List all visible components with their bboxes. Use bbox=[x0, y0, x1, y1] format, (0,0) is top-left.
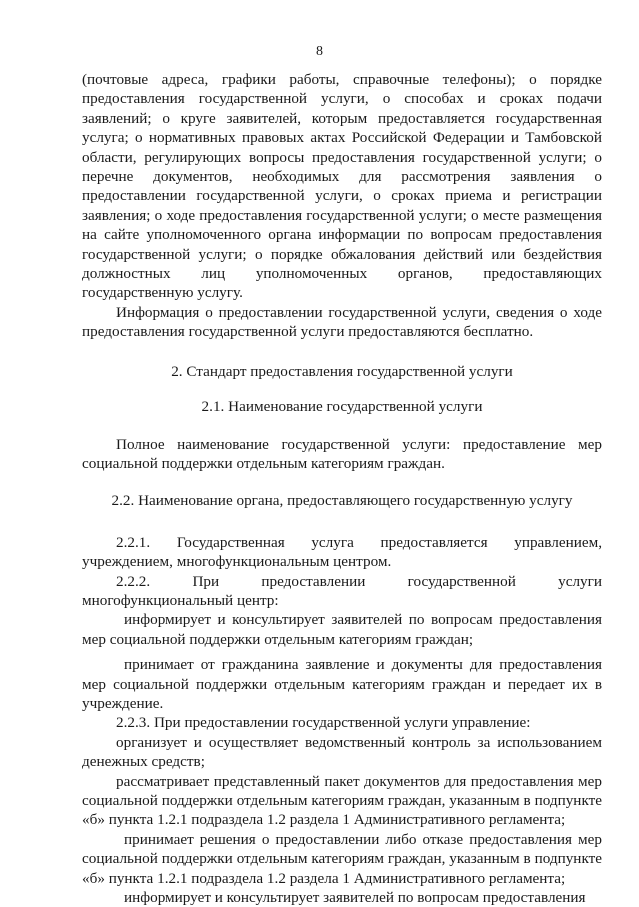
paragraph: принимает решения о предоставлении либо отказе предоставления мер социальной поддержки отдельным категориям граждан, указанным в подпункте «б» пункта 1.2.1 подраздела 1.2 раздела 1 Административного регламента; bbox=[82, 830, 602, 887]
document-body bbox=[82, 70, 602, 907]
paragraph: принимает от гражданина заявление и документы для предоставления мер социальной поддержки отдельным категориям граждан и передает их в учреждение. bbox=[82, 656, 602, 712]
paragraph: Полное наименование государственной услуги: предоставление мер социальной поддержки отдельным категориям граждан. bbox=[82, 435, 602, 472]
paragraph: (почтовые адреса, графики работы, справочные телефоны); о порядке предоставления государственной услуги, о способах и сроках подачи заявлений; о круге заявителей, которым предоставляется государственная услуга; о нормативных правовых актах Российской Федерации и Тамбовской области, регулирующих вопросы предоставления государственной услуги; о перечне документов, необходимых для рассмотрения заявления о предоставлении государственной услуги, о сроках приема и регистрации заявления; о ходе предоставления государственной услуги; о месте размещения на сайте уполномоченного органа информации по вопросам предоставления государственной услуги; о порядке обжалования действий или бездействия должностных лиц уполномоченных органов, предоставляющих государственную услугу. bbox=[82, 71, 602, 302]
section-heading: 2. Стандарт предоставления государственной услуги bbox=[171, 362, 513, 380]
paragraph: информирует и консультирует заявителей по вопросам предоставления мер социальной поддержки отдельным категориям граждан; bbox=[82, 611, 602, 648]
paragraph: 2.2.2. При предоставлении государственной услуги многофункциональный центр: bbox=[82, 572, 602, 609]
paragraph: 2.2.1. Государственная услуга предоставляется управлением, учреждением, многофункциональным центром. bbox=[82, 533, 602, 571]
paragraph: рассматривает представленный пакет документов для предоставления мер социальной поддержки отдельным категориям граждан, указанным в подпункте «б» пункта 1.2.1 подраздела 1.2 раздела 1 Административного регламента; bbox=[82, 772, 602, 829]
page-number: 8 bbox=[316, 44, 323, 59]
paragraph: информирует и консультирует заявителей по вопросам предоставления bbox=[124, 889, 586, 907]
subsection-heading: 2.2. Наименование органа, предоставляющего государственную услугу bbox=[111, 492, 573, 510]
subsection-heading: 2.1. Наименование государственной услуги bbox=[201, 398, 483, 416]
paragraph: Информация о предоставлении государственной услуги, сведения о ходе предоставления государственной услуги предоставляются бесплатно. bbox=[82, 303, 602, 341]
paragraph: организует и осуществляет ведомственный контроль за использованием денежных средств; bbox=[82, 733, 602, 771]
paragraph: 2.2.3. При предоставлении государственной услуги управление: bbox=[116, 714, 531, 732]
